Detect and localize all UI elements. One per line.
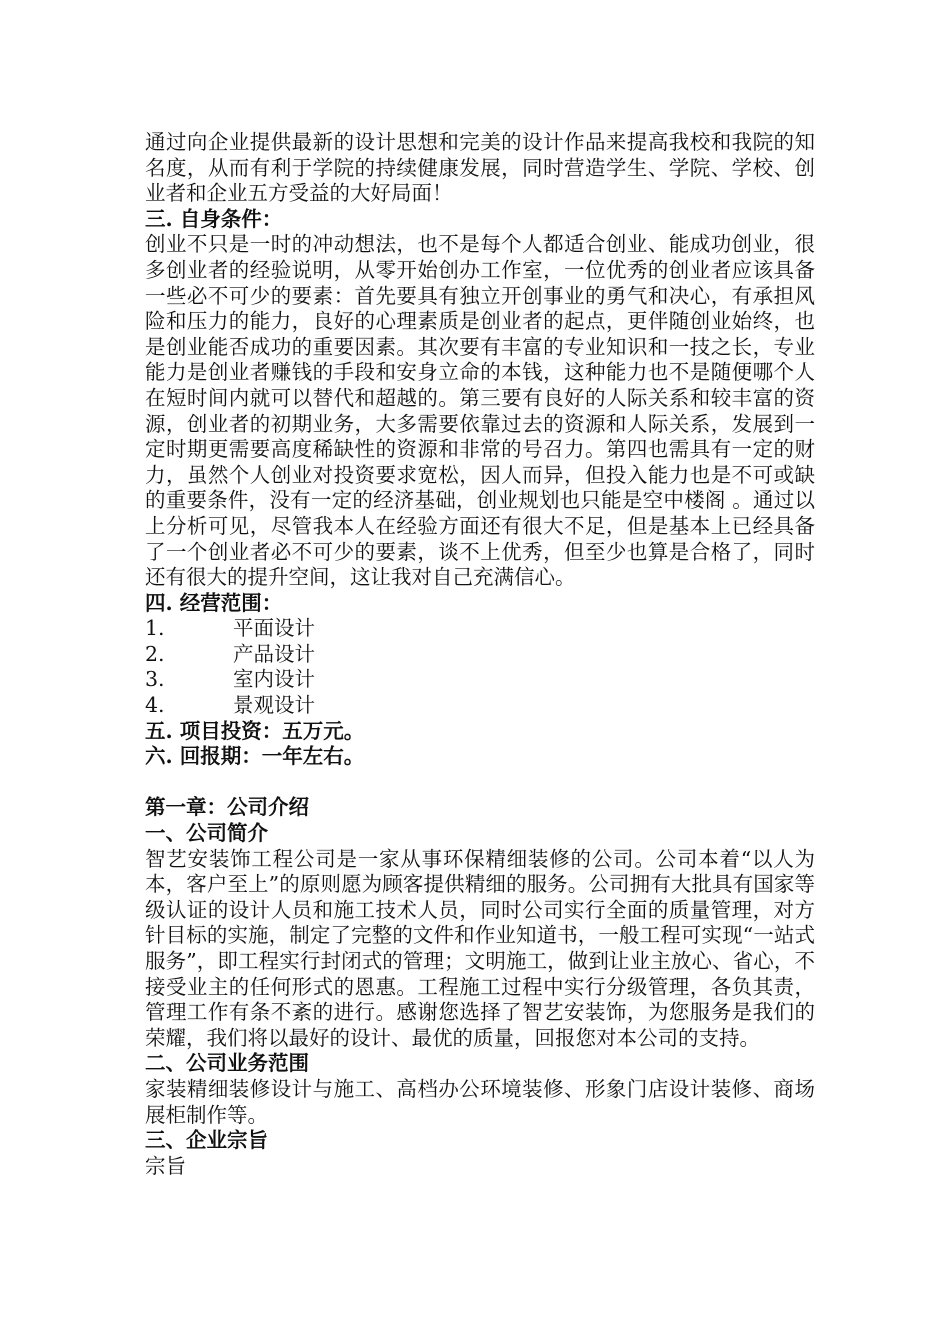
business-range-heading: 二、公司业务范围 <box>145 1051 309 1076</box>
list-item-text: 产品设计 <box>233 641 315 666</box>
spacer <box>145 770 815 796</box>
document-page <box>145 130 815 1179</box>
company-profile-heading: 一、公司简介 <box>145 821 268 846</box>
list-item-number: 4. <box>145 693 165 718</box>
section-3-paragraph: 创业不只是一时的冲动想法，也不是每个人都适合创业、能成功创业，很多创业者的经验说明，从零开始创办工作室，一位优秀的创业者应该具备一些必不可少的要素：首先要具有独立开创事业的勇气和决心，有承担风险和压力的能力，良好的心理素质是创业者的起点，更伴随创业始终，也是创业能否成功的重要因素。其次要有丰富的专业知识和一技之长，专业能力是创业者赚钱的手段和安身立命的本钱，这种能力也不是随便哪个人在短时间内就可以替代和超越的。第三要有良好的人际关系和较丰富的资源，创业者的初期业务，大多需要依靠过去的资源和人际关系，发展到一定时期更需要高度稀缺性的资源和非常的号召力。第四也需具有一定的财力，虽然个人创业对投资要求宽松，因人而异，但投入能力也是不可或缺的重要条件，没有一定的经济基础，创业规划也只能是空中楼阁 。通过以上分析可见，尽管我本人在经验方面还有很大不足，但是基本上已经具备了一个创业者必不可少的要素，谈不上优秀，但至少也算是合格了，同时还有很大的提升空间，这让我对自己充满信心。 <box>145 232 815 590</box>
intro-paragraph: 通过向企业提供最新的设计思想和完美的设计作品来提高我校和我院的知名度，从而有利于学院的持续健康发展，同时营造学生、学院、学校、创业者和企业五方受益的大好局面！ <box>145 130 815 206</box>
list-item-text: 景观设计 <box>233 693 315 718</box>
business-range-paragraph: 家装精细装修设计与施工、高档办公环境装修、形象门店设计装修、商场展柜制作等。 <box>145 1076 815 1127</box>
list-item-text: 室内设计 <box>233 667 315 692</box>
section-6-heading: 六. 回报期：一年左右。 <box>145 744 365 769</box>
company-purpose-paragraph: 宗旨 <box>145 1153 186 1178</box>
list-item-text: 平面设计 <box>233 616 315 641</box>
chapter-1-title: 第一章：公司介绍 <box>145 795 309 820</box>
section-3-heading: 三. 自身条件： <box>145 206 283 231</box>
list-item-number: 2. <box>145 641 165 666</box>
business-scope-list <box>145 616 815 718</box>
list-item <box>145 616 815 642</box>
company-profile-paragraph: 智艺安装饰工程公司是一家从事环保精细装修的公司。公司本着“以人为本，客户至上”的原则愿为顾客提供精细的服务。公司拥有大批具有国家等级认证的设计人员和施工技术人员，同时公司实行全面的质量管理，对方针目标的实施，制定了完整的文件和作业知道书，一般工程可实现“一站式服务”，即工程实行封闭式的管理；文明施工，做到让业主放心、省心，不接受业主的任何形式的恩惠。工程施工过程中实行分级管理，各负其责，管理工作有条不紊的进行。感谢您选择了智艺安装饰，为您服务是我们的荣耀，我们将以最好的设计、最优的质量，回报您对本公司的支持。 <box>145 846 815 1050</box>
list-item <box>145 642 815 668</box>
list-item-number: 1. <box>145 616 165 641</box>
list-item-number: 3. <box>145 667 165 692</box>
section-5-heading: 五. 项目投资：五万元。 <box>145 718 365 743</box>
list-item <box>145 693 815 719</box>
section-4-heading: 四. 经营范围： <box>145 590 283 615</box>
company-purpose-heading: 三、企业宗旨 <box>145 1128 268 1153</box>
list-item <box>145 667 815 693</box>
